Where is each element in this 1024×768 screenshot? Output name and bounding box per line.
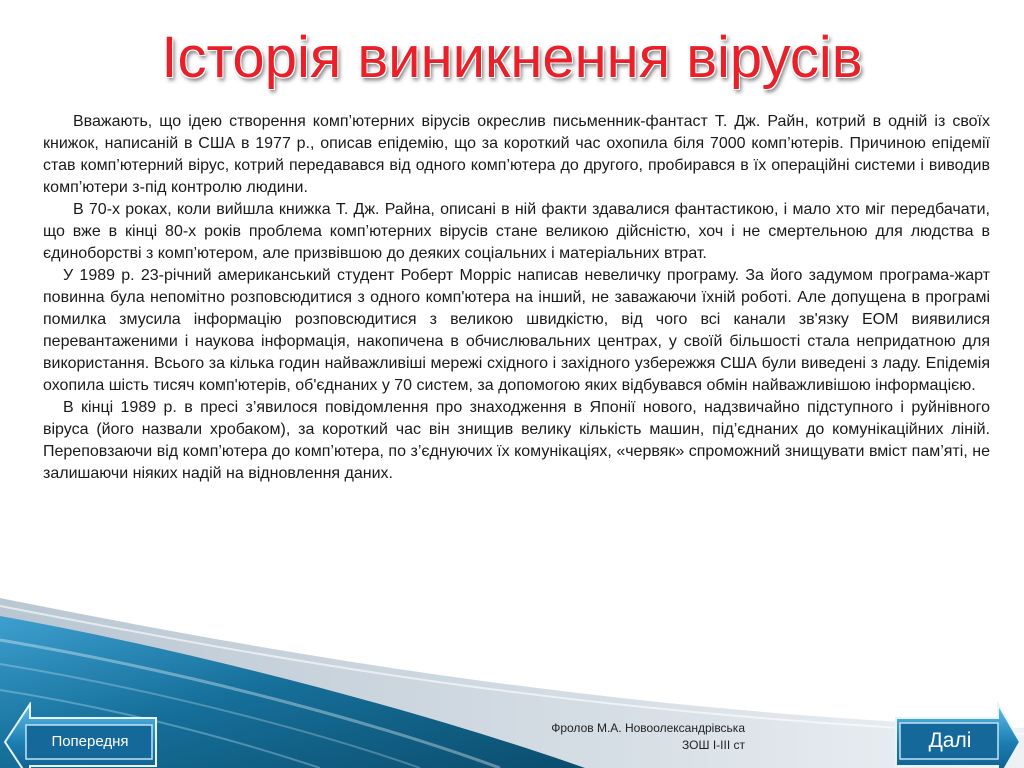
paragraph: Вважають, що ідею створення комп’ютерних вірусів окреслив письменник-фантаст Т. Дж. Райн, котрий в одній із своїх книжок, написаній в США в 1977 р., описав епідемію, що за короткий час охопила біля 7000 комп’ютерів. Причиною епідемії став комп’ютерний вірус, котрий передавався від одного комп’ютера до другого, пробирався в їх операційні системи і виводив комп’ютери з-під контролю людини.: [43, 113, 990, 196]
paragraph: В 70-х роках, коли вийшла книжка Т. Дж. Райна, описані в ній факти здавалися фантастикою, і мало хто міг передбачати, що вже в кінці 80-х років проблема комп’ютерних вірусів стане великою дійсністю, хоч і не смертельною для людства в єдиноборстві з комп’ютером, але призвівшою до деяких соціальних і матеріальних втрат.: [43, 201, 990, 262]
previous-button-label: Попередня: [51, 733, 129, 750]
paragraph: У 1989 р. 23-річний американський студент Роберт Морріс написав невеличку програму. За його задумом програма-жарт повинна була непомітно розповсюдитися з одного комп'ютера на інший, не заважаючи їхній роботі. Але допущена в програмі помилка змусила інформацію розповсюдитися з великою швидкістю, від чого всі канали зв'язку ЕОМ виявилися перевантаженими і наукова інформація, накопичена в обчислювальних центрах, у своїй більшості стала непридатною для використання. Всього за кілька годин найважливіші мережі східного і західного узбережжя США були виведені з ладу. Епідемія охопила шість тисяч комп'ютерів, об'єднаних у 70 систем, за допомогою яких відбувався обмін найважливішою інформацією.: [43, 267, 990, 394]
next-button-label: Далі: [928, 729, 972, 752]
previous-button[interactable]: [0, 702, 160, 768]
credit-line: ЗОШ І-ІІІ ст: [682, 738, 745, 752]
author-credits: [485, 720, 745, 754]
slide-title: Історія виникнення вірусів: [161, 25, 863, 90]
credit-line: Фролов М.А. Новоолександрівська: [551, 721, 745, 735]
slide-body: [43, 111, 990, 485]
next-button[interactable]: [890, 702, 1024, 768]
paragraph: В кінці 1989 р. в пресі з’явилося повідомлення про знаходження в Японії нового, надзвичайно підступного і руйнівного віруса (його назвали хробаком), за короткий час він знищив велику кількість машин, під’єднаних до комунікаційних ліній. Переповзаючи від комп’ютера до комп’ютера, по з’єднуючих їх комунікаціях, «червяк» спроможний знищувати вміст пам’яті, не залишаючи ніяких надій на відновлення даних.: [43, 399, 990, 482]
